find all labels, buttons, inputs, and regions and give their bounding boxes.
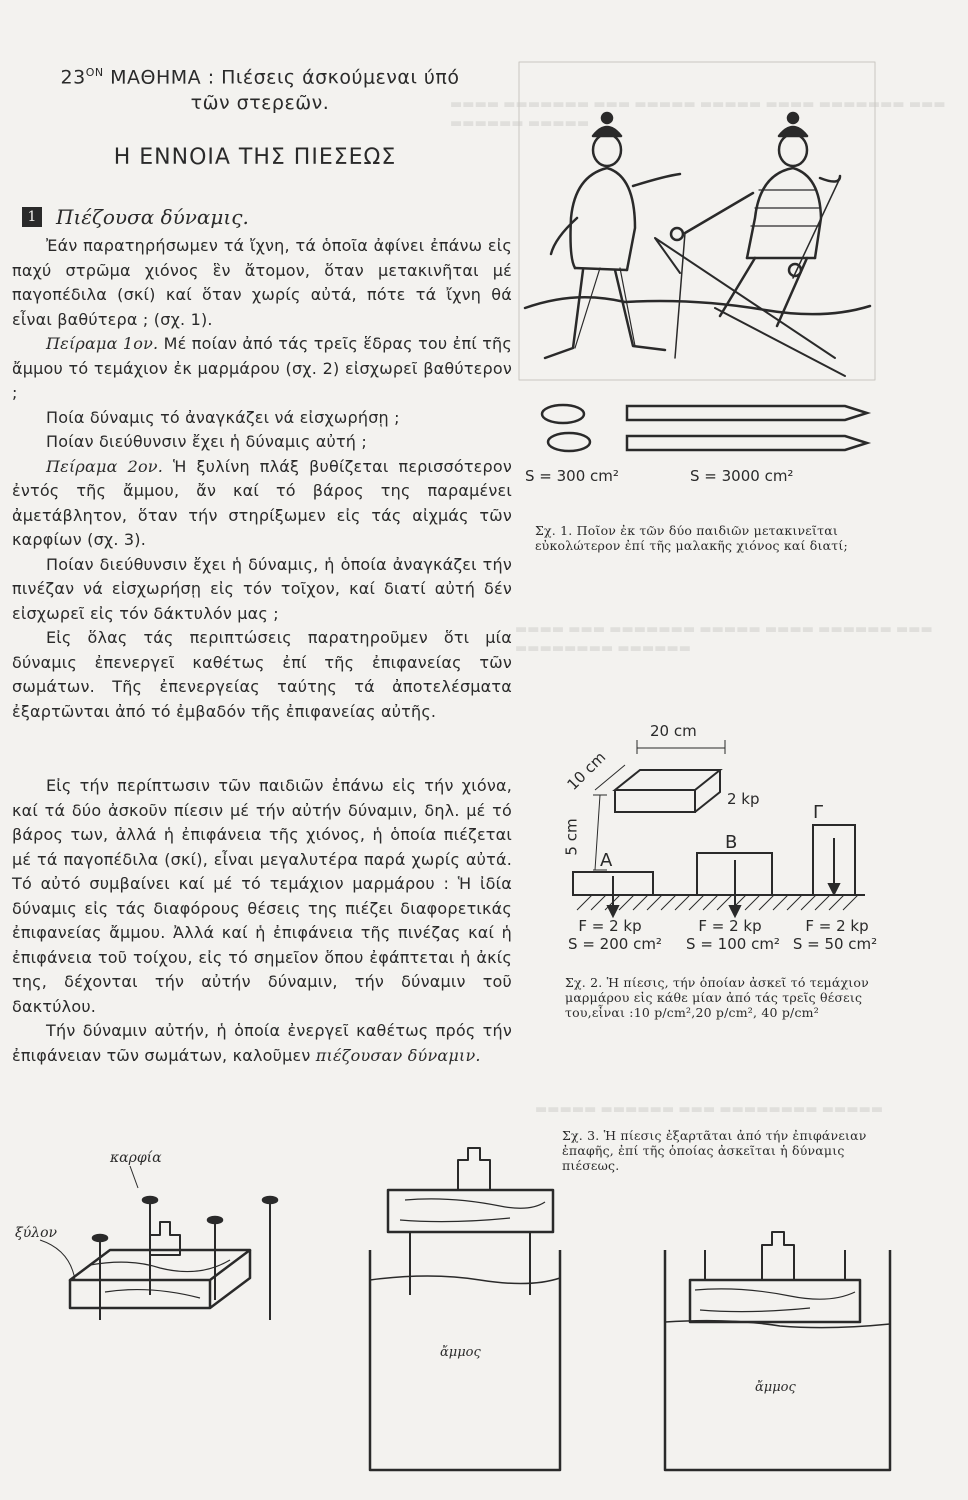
board-points-down-scene (370, 1148, 560, 1470)
paragraph-5-text: Τήν δύναμιν αὐτήν, ἡ ὁποία ἐνεργεῖ καθέτως πρός τήν ἐπιφάνειαν τῶν σωμάτων, καλοῦμεν (12, 1021, 512, 1065)
label-position-b: B (725, 832, 738, 853)
marble-block-3d (615, 770, 720, 812)
ski-print-top (627, 406, 867, 420)
force-b: F = 2 kp (698, 917, 762, 935)
figure-3 (10, 1140, 900, 1480)
body-text-top (12, 234, 512, 724)
definition-term: πιέζουσαν δύναμιν. (315, 1045, 481, 1065)
shoe-print-right (548, 433, 590, 451)
lesson-header (40, 60, 480, 116)
force-a: F = 2 kp (578, 917, 642, 935)
body-text-bottom (12, 774, 512, 1068)
area-a: S = 200 cm² (568, 935, 662, 953)
board-flat-scene (665, 1232, 890, 1470)
experiment-2-text: Ἡ ξυλίνη πλάξ βυθίζεται περισσότερον ἐντός τῆς ἄμμου, ἄν καί τό βάρος της παραμένει ἀμετάβλητον, ὅταν τήν στηρίξωμεν εἰς τάς αἰχμάς τῶν καρφίων (σχ. 3). (12, 456, 512, 549)
dimension-height: 5 cm (562, 818, 581, 856)
skiing-child (655, 113, 845, 376)
area-b: S = 100 cm² (686, 935, 780, 953)
ski-area-label: S = 3000 cm² (690, 467, 794, 485)
figure-3-caption: Σχ. 3. Ἡ πίεσις ἐξαρτᾶται ἀπό τήν ἐπιφάνειαν ἐπαφῆς, ἐπί τῆς ὁποίας ἀσκεῖται ἡ δύναμις πιέσεως. (562, 1128, 867, 1173)
section-heading (22, 205, 249, 229)
experiment-1-text: Μέ ποίαν ἀπό τάς τρεῖς ἕδρας του ἐπί τῆς ἄμμου τό τεμάχιον ἐκ μαρμάρου (σχ. 2) εἰσχωρεῖ βαθύτερον ; (12, 334, 512, 402)
footprints-and-skis (515, 398, 880, 478)
lesson-title: ΜΑΘΗΜΑ : Πιέσεις άσκούμεναι ύπό (110, 66, 460, 89)
dimension-length: 20 cm (650, 722, 697, 740)
question-1: Ποία δύναμις τό ἀναγκάζει νά εἰσχωρήσῃ ; (46, 407, 400, 427)
page-title: Η ΕΝΝΟΙΑ ΤΗΣ ΠΙΕΣΕΩΣ (113, 145, 397, 170)
lesson-number-suffix: ΟΝ (85, 66, 104, 79)
experiment-1-label: Πείραμα 1ον. (46, 334, 159, 353)
label-nails: καρφία (110, 1150, 162, 1166)
paragraph-5 (12, 1019, 512, 1068)
lesson-number: 23 (60, 66, 86, 89)
nails-and-board-diagram (10, 1140, 900, 1480)
experiment-2-label: Πείραμα 2ον. (46, 456, 164, 476)
ski-print-bottom (627, 436, 867, 450)
board-on-nails-scene (40, 1166, 277, 1320)
bleed-through-area: ▬▬▬▬ ▬▬▬▬▬▬▬ ▬▬▬ ▬▬▬▬▬ ▬▬▬▬▬ ▬▬▬▬ ▬▬▬▬▬▬▬ ▬▬▬ ▬▬▬▬▬▬ ▬▬▬▬▬ ▬▬▬▬ ▬▬▬ ▬▬▬▬▬▬▬ ▬▬▬▬▬ ▬▬▬▬ ▬▬▬▬▬▬ ▬▬▬ ▬▬▬▬▬▬▬▬ ▬▬▬▬▬▬ ▬▬▬▬▬ ▬▬▬▬▬▬ ▬▬▬ ▬▬▬▬▬▬▬▬ ▬▬▬▬▬ (450, 97, 946, 1117)
lesson-title-line2: τῶν στερεῶν. (190, 92, 330, 115)
paragraph-1: Ἐάν παρατηρήσωμεν τά ἴχνη, τά ὁποῖα ἀφίνει ἐπάνω εἰς παχύ στρῶμα χιόνος ἓν ἄτομον, ὅταν μετακινῆται μέ παγοπέδιλα (σκί) καί ὅταν χωρίς αὐτά, πότε τά ἴχνη θά εἶναι βαθύτερα ; (σχ. 1). (12, 236, 512, 329)
figure-2 (555, 710, 885, 1030)
paragraph-4: Εἰς τήν περίπτωσιν τῶν παιδιῶν ἐπάνω εἰς τήν χιόνα, καί τά δύο ἀσκοῦν πίεσιν μέ τήν αὐτήν δύναμιν, δηλ. μέ τό βάρος των, ἀλλά ἡ ἐπιφάνεια τῆς χιόνος, ἡ ὁποία πιέζεται μέ τά παγοπέδιλα (σκί), εἶναι μεγαλυτέρα παρά χωρίς αὐτά. Τό αὐτό συμβαίνει καί μέ τό τεμάχιον μαρμάρου : Ἡ ἰδία δύναμις εἰς τάς διαφόρους θέσεις της πιέζει διαφορετικάς ἐπιφανείας ἄμμου. Ἀλλά καί ἡ ἐπιφάνεια τῆς πινέζας καί ἡ ἐπιφάνεια τοῦ τοίχου, εἰς τό σημεῖον ὅπου ἐφάπτεται ἡ ἀκίς της, δέχονται τήν αὐτήν δύναμιν, τήν δύναμιν τοῦ δακτύλου. (12, 776, 512, 1016)
paragraph-3: Εἰς ὅλας τάς περιπτώσεις παρατηροῦμεν ὅτι μία δύναμις ἐπενεργεῖ καθέτως ἐπί τῆς ἐπιφανείας τῶν σωμάτων. Τῆς ἐπενεργείας ταύτης τά ἀποτελέσματα ἐξαρτῶνται ἀπό τό ἐμβαδόν τῆς ἐπιφανείας αὐτῆς. (12, 628, 512, 721)
skiers-illustration (515, 58, 880, 388)
shoe-area-label: S = 300 cm² (525, 467, 619, 485)
experiment-2 (12, 455, 512, 553)
section-title: Πιέζουσα δύναμις. (56, 205, 249, 229)
label-sand-1: ἄμμος (440, 1345, 481, 1360)
experiment-1 (12, 332, 512, 406)
dimension-width: 10 cm (563, 748, 610, 794)
question-2: Ποίαν διεύθυνσιν ἔχει ἡ δύναμις αὐτή ; (46, 432, 367, 451)
area-c: S = 50 cm² (792, 935, 878, 953)
label-position-a: A (600, 850, 613, 871)
section-number-badge: 1 (22, 207, 42, 227)
marble-block-diagram (555, 710, 885, 930)
label-wood: ξύλον (15, 1225, 58, 1241)
block-weight: 2 kp (727, 790, 760, 808)
figure-2-caption: Σχ. 2. Ἡ πίεσις, τήν ὁποίαν ἀσκεῖ τό τεμάχιον μαρμάρου εἰς κάθε μίαν ἀπό τάς τρεῖς θέσεις του,εἶναι :10 p/cm²,20 p/cm², 40 p/cm² (565, 975, 869, 1020)
force-c: F = 2 kp (805, 917, 869, 935)
walking-child (545, 113, 680, 358)
label-position-c: Γ (813, 802, 824, 823)
paragraph-2: Ποίαν διεύθυνσιν ἔχει ἡ δύναμις, ἡ ὁποία ἀναγκάζει τήν πινέζαν νά εἰσχωρήσῃ εἰς τόν τοῖχον, καί διατί αὐτή δέν εἰσχωρεῖ εἰς τόν δάκτυλόν μας ; (12, 554, 512, 623)
figure-1 (515, 58, 880, 558)
sand-hatching (577, 895, 858, 910)
figure-1-caption: Σχ. 1. Ποῖον ἐκ τῶν δύο παιδιῶν μετακινεῖται εὐκολώτερον ἐπί τῆς μαλακῆς χιόνος καί διατί; (535, 523, 848, 553)
label-sand-2: ἄμμος (755, 1380, 796, 1395)
shoe-print-left (542, 405, 584, 423)
